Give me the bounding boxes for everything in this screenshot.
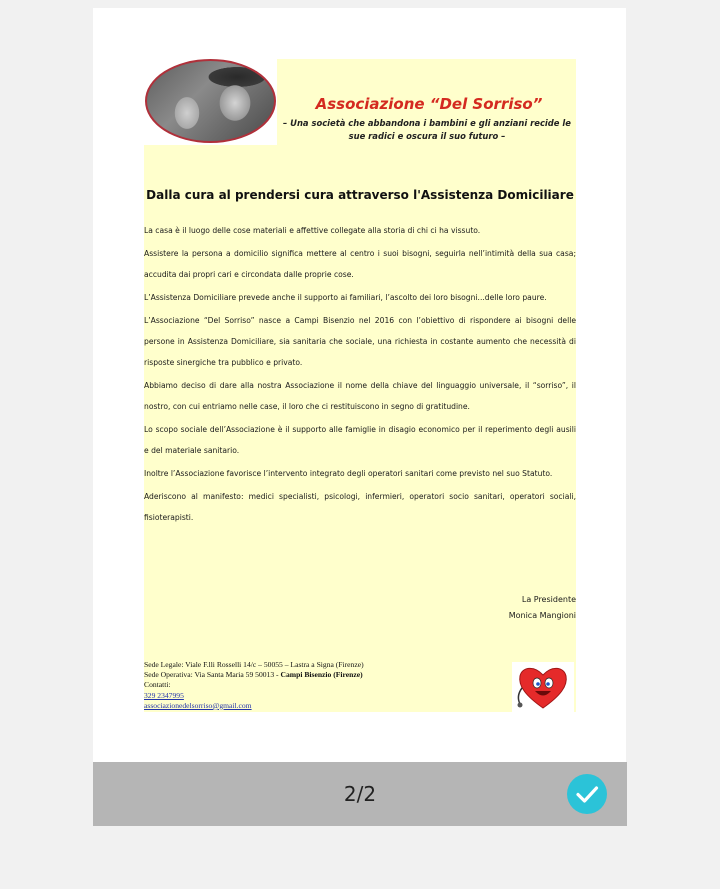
- document-viewer: [93, 8, 626, 826]
- signature-block: [509, 592, 576, 624]
- legal-office: Sede Legale: Viale F.lli Rosselli 14/c – 50055 – Lastra a Signa (Firenze): [144, 660, 364, 669]
- association-name: Associazione “Del Sorriso”: [315, 95, 543, 113]
- operating-office: [144, 670, 514, 680]
- association-motto: – Una società che abbandona i bambini e gli anziani recide le sue radici e oscura il suo futuro –: [283, 118, 571, 141]
- phone-link[interactable]: 329 2347995: [144, 690, 184, 700]
- body-paragraph: Lo scopo sociale dell’Associazione è il supporto alle famiglie in disagio economico per il reperimento degli ausili e del materiale sanitario.: [144, 425, 576, 455]
- smiling-heart-mascot-icon: [512, 662, 574, 712]
- check-icon: [567, 774, 607, 814]
- document-body: [144, 220, 576, 530]
- viewer-bottom-bar: [93, 762, 627, 826]
- body-paragraph: Abbiamo deciso di dare alla nostra Associazione il nome della chiave del linguaggio universale, il “sorriso”, il nostro, con cui entriamo nelle case, il loro che ci restituiscono in segno di gratitudine.: [144, 381, 576, 411]
- confirm-button[interactable]: [567, 774, 607, 814]
- page-counter: 2/2: [343, 782, 377, 806]
- contacts-label: Contatti:: [144, 680, 171, 690]
- body-paragraph: L’Associazione “Del Sorriso” nasce a Campi Bisenzio nel 2016 con l’obiettivo di rispondere ai bisogni delle persone in Assistenza Domiciliare, sia sanitaria che sociale, una richiesta in costante aumento che necessità di risposte sinergiche tra pubblico e privato.: [144, 316, 576, 367]
- footer-contacts: [144, 660, 514, 711]
- signature-name: Monica Mangioni: [508, 611, 576, 620]
- body-paragraph: L’Assistenza Domiciliare prevede anche il supporto ai familiari, l’ascolto dei loro bisogni...delle loro paure.: [144, 293, 547, 302]
- document-page: [144, 59, 576, 712]
- signature-role: La Presidente: [521, 595, 576, 604]
- body-paragraph: Assistere la persona a domicilio significa mettere al centro i suoi bisogni, seguirla nell’intimità della sua casa; accudita dai propri cari e circondata dalle proprie cose.: [144, 249, 576, 279]
- document-header: [144, 59, 576, 145]
- email-link[interactable]: associazionedelsorriso@gmail.com: [144, 700, 252, 710]
- body-paragraph: Inoltre l’Associazione favorisce l’intervento integrato degli operatori sanitari come previsto nel suo Statuto.: [144, 469, 553, 478]
- grandfather-child-photo: [145, 59, 276, 143]
- body-paragraph: Aderiscono al manifesto: medici specialisti, psicologi, infermieri, operatori socio sanitari, operatori sociali, fisioterapisti.: [144, 492, 576, 522]
- document-heading: Dalla cura al prendersi cura attraverso l'Assistenza Domiciliare: [146, 188, 574, 202]
- operating-office-city: Campi Bisenzio (Firenze): [280, 670, 363, 680]
- body-paragraph: La casa è il luogo delle cose materiali e affettive collegate alla storia di chi ci ha vissuto.: [144, 226, 481, 235]
- operating-office-label: Sede Operativa: Via Santa Maria 59 50013 -: [144, 670, 281, 680]
